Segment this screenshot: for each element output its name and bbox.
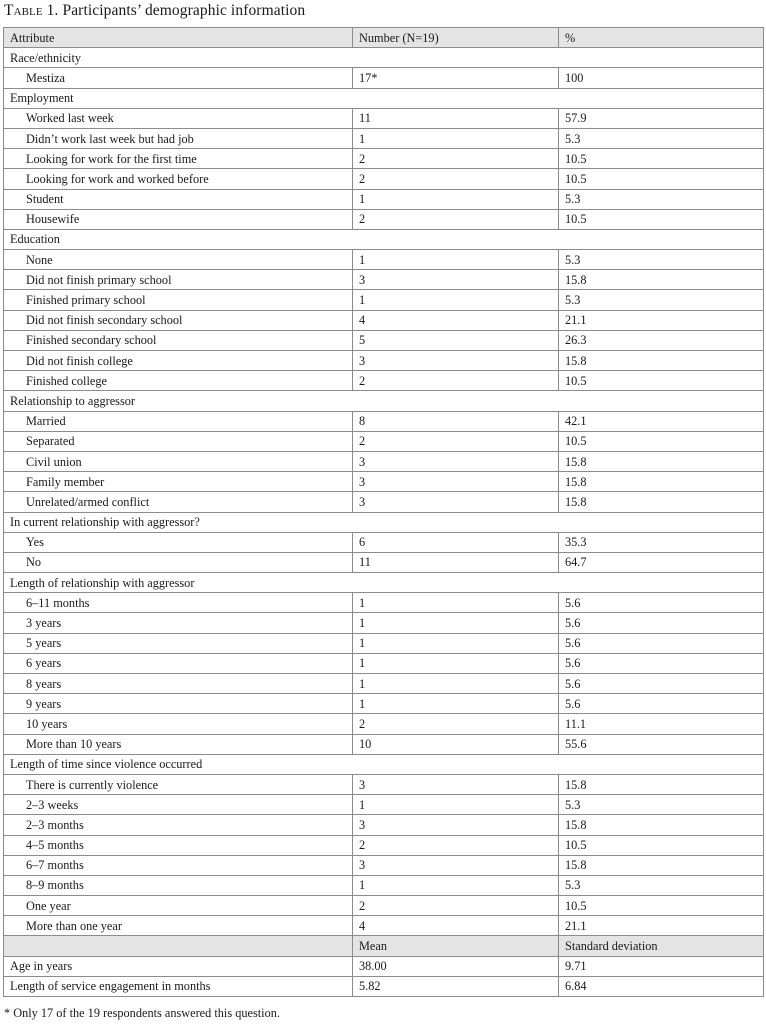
row-percent: 15.8 [559, 270, 764, 290]
row-number: 2 [353, 209, 559, 229]
row-percent: 64.7 [559, 552, 764, 572]
row-number: 5 [353, 330, 559, 350]
row-percent: 15.8 [559, 451, 764, 471]
row-label: 9 years [4, 694, 353, 714]
row-label: Did not finish college [4, 351, 353, 371]
row-percent: 5.3 [559, 290, 764, 310]
row-label: More than one year [4, 916, 353, 936]
row-number: 17* [353, 68, 559, 88]
row-label: 8 years [4, 674, 353, 694]
row-number: 1 [353, 653, 559, 673]
table-row [4, 351, 764, 371]
row-percent: 10.5 [559, 209, 764, 229]
table-row [4, 411, 764, 431]
table-row [4, 330, 764, 350]
row-number: 3 [353, 492, 559, 512]
row-number: 3 [353, 351, 559, 371]
stats-header-mean: Mean [353, 936, 559, 956]
row-percent: 5.3 [559, 189, 764, 209]
row-percent: 5.6 [559, 613, 764, 633]
row-percent: 5.6 [559, 674, 764, 694]
row-label: Mestiza [4, 68, 353, 88]
row-number: 3 [353, 855, 559, 875]
table-row [4, 653, 764, 673]
stats-label: Length of service engagement in months [4, 976, 353, 996]
row-percent: 21.1 [559, 916, 764, 936]
table-row [4, 815, 764, 835]
table-row [4, 714, 764, 734]
row-number: 3 [353, 451, 559, 471]
row-percent: 11.1 [559, 714, 764, 734]
stats-mean: 5.82 [353, 976, 559, 996]
row-label: One year [4, 896, 353, 916]
table-row [4, 795, 764, 815]
row-percent: 10.5 [559, 371, 764, 391]
row-number: 1 [353, 250, 559, 270]
table-row [4, 552, 764, 572]
row-number: 1 [353, 128, 559, 148]
category-label: Length of relationship with aggressor [4, 573, 764, 593]
table-row [4, 896, 764, 916]
row-percent: 5.6 [559, 694, 764, 714]
row-label: 6 years [4, 653, 353, 673]
row-percent: 26.3 [559, 330, 764, 350]
row-label: Looking for work for the first time [4, 149, 353, 169]
row-percent: 10.5 [559, 896, 764, 916]
table-row [4, 290, 764, 310]
category-row [4, 573, 764, 593]
row-number: 8 [353, 411, 559, 431]
row-label: 8–9 months [4, 875, 353, 895]
table-row [4, 149, 764, 169]
row-percent: 5.3 [559, 875, 764, 895]
table-row [4, 128, 764, 148]
row-label: Married [4, 411, 353, 431]
row-number: 2 [353, 149, 559, 169]
row-label: Yes [4, 532, 353, 552]
row-label: Worked last week [4, 108, 353, 128]
row-percent: 10.5 [559, 169, 764, 189]
category-label: Race/ethnicity [4, 48, 764, 68]
row-label: Civil union [4, 451, 353, 471]
row-number: 11 [353, 552, 559, 572]
row-number: 3 [353, 815, 559, 835]
row-label: There is currently violence [4, 774, 353, 794]
row-label: Looking for work and worked before [4, 169, 353, 189]
stats-header-blank [4, 936, 353, 956]
table-row [4, 371, 764, 391]
stats-header-row [4, 936, 764, 956]
row-label: Housewife [4, 209, 353, 229]
row-percent: 5.3 [559, 250, 764, 270]
stats-row [4, 976, 764, 996]
row-label: Finished college [4, 371, 353, 391]
row-percent: 10.5 [559, 149, 764, 169]
row-number: 1 [353, 674, 559, 694]
row-label: 4–5 months [4, 835, 353, 855]
row-number: 1 [353, 875, 559, 895]
category-label: Relationship to aggressor [4, 391, 764, 411]
table-row [4, 472, 764, 492]
row-percent: 10.5 [559, 835, 764, 855]
row-number: 4 [353, 916, 559, 936]
table-row [4, 916, 764, 936]
row-label: Did not finish primary school [4, 270, 353, 290]
stats-header-sd: Standard deviation [559, 936, 764, 956]
table-row [4, 270, 764, 290]
table-row [4, 451, 764, 471]
table-row [4, 694, 764, 714]
row-number: 1 [353, 189, 559, 209]
category-row [4, 229, 764, 249]
footnote: * Only 17 of the 19 respondents answered this question. [4, 1006, 280, 1020]
row-number: 2 [353, 371, 559, 391]
row-percent: 5.6 [559, 633, 764, 653]
category-label: In current relationship with aggressor? [4, 512, 764, 532]
row-label: Student [4, 189, 353, 209]
header-percent: % [559, 28, 764, 48]
table-row [4, 875, 764, 895]
demographics-table [3, 27, 764, 997]
row-label: Finished secondary school [4, 330, 353, 350]
table-row [4, 674, 764, 694]
row-label: 5 years [4, 633, 353, 653]
row-percent: 100 [559, 68, 764, 88]
row-percent: 15.8 [559, 472, 764, 492]
table-row [4, 774, 764, 794]
row-number: 4 [353, 310, 559, 330]
row-number: 2 [353, 835, 559, 855]
table-row [4, 431, 764, 451]
row-label: 3 years [4, 613, 353, 633]
row-percent: 15.8 [559, 815, 764, 835]
row-percent: 15.8 [559, 855, 764, 875]
row-label: Finished primary school [4, 290, 353, 310]
table-row [4, 108, 764, 128]
category-label: Length of time since violence occurred [4, 754, 764, 774]
row-number: 3 [353, 774, 559, 794]
row-number: 2 [353, 896, 559, 916]
table-row [4, 613, 764, 633]
row-percent: 42.1 [559, 411, 764, 431]
table-row [4, 633, 764, 653]
header-attribute: Attribute [4, 28, 353, 48]
table-row [4, 250, 764, 270]
table-row [4, 169, 764, 189]
row-number: 1 [353, 613, 559, 633]
row-number: 1 [353, 290, 559, 310]
table-row [4, 310, 764, 330]
row-percent: 55.6 [559, 734, 764, 754]
table-row [4, 855, 764, 875]
row-label: 6–11 months [4, 593, 353, 613]
row-percent: 5.6 [559, 593, 764, 613]
row-percent: 15.8 [559, 774, 764, 794]
table-caption [4, 0, 305, 22]
row-label: Didn’t work last week but had job [4, 128, 353, 148]
row-number: 6 [353, 532, 559, 552]
row-number: 1 [353, 633, 559, 653]
category-row [4, 512, 764, 532]
table-row [4, 532, 764, 552]
row-percent: 57.9 [559, 108, 764, 128]
stats-label: Age in years [4, 956, 353, 976]
stats-mean: 38.00 [353, 956, 559, 976]
row-number: 2 [353, 169, 559, 189]
row-number: 1 [353, 694, 559, 714]
table-row [4, 189, 764, 209]
category-label: Education [4, 229, 764, 249]
row-percent: 10.5 [559, 431, 764, 451]
row-label: 2–3 weeks [4, 795, 353, 815]
table-header-row [4, 28, 764, 48]
row-label: Unrelated/armed conflict [4, 492, 353, 512]
row-number: 11 [353, 108, 559, 128]
row-label: Family member [4, 472, 353, 492]
row-percent: 5.3 [559, 795, 764, 815]
row-label: Did not finish secondary school [4, 310, 353, 330]
row-label: No [4, 552, 353, 572]
row-percent: 5.3 [559, 128, 764, 148]
row-number: 3 [353, 472, 559, 492]
row-percent: 5.6 [559, 653, 764, 673]
category-row [4, 48, 764, 68]
row-percent: 21.1 [559, 310, 764, 330]
table-row [4, 68, 764, 88]
row-label: Separated [4, 431, 353, 451]
stats-row [4, 956, 764, 976]
row-label: 2–3 months [4, 815, 353, 835]
header-number: Number (N=19) [353, 28, 559, 48]
table-row [4, 492, 764, 512]
caption-prefix: Table 1. [4, 2, 59, 19]
row-label: More than 10 years [4, 734, 353, 754]
table-row [4, 835, 764, 855]
caption-title: Participants’ demographic information [62, 2, 306, 19]
category-row [4, 754, 764, 774]
row-number: 10 [353, 734, 559, 754]
row-label: 10 years [4, 714, 353, 734]
row-label: None [4, 250, 353, 270]
category-row [4, 88, 764, 108]
stats-sd: 6.84 [559, 976, 764, 996]
row-label: 6–7 months [4, 855, 353, 875]
row-percent: 15.8 [559, 351, 764, 371]
row-number: 1 [353, 593, 559, 613]
row-number: 2 [353, 431, 559, 451]
table-row [4, 209, 764, 229]
stats-sd: 9.71 [559, 956, 764, 976]
table-row [4, 593, 764, 613]
row-number: 1 [353, 795, 559, 815]
category-label: Employment [4, 88, 764, 108]
category-row [4, 391, 764, 411]
row-percent: 35.3 [559, 532, 764, 552]
row-number: 3 [353, 270, 559, 290]
row-number: 2 [353, 714, 559, 734]
row-percent: 15.8 [559, 492, 764, 512]
table-row [4, 734, 764, 754]
